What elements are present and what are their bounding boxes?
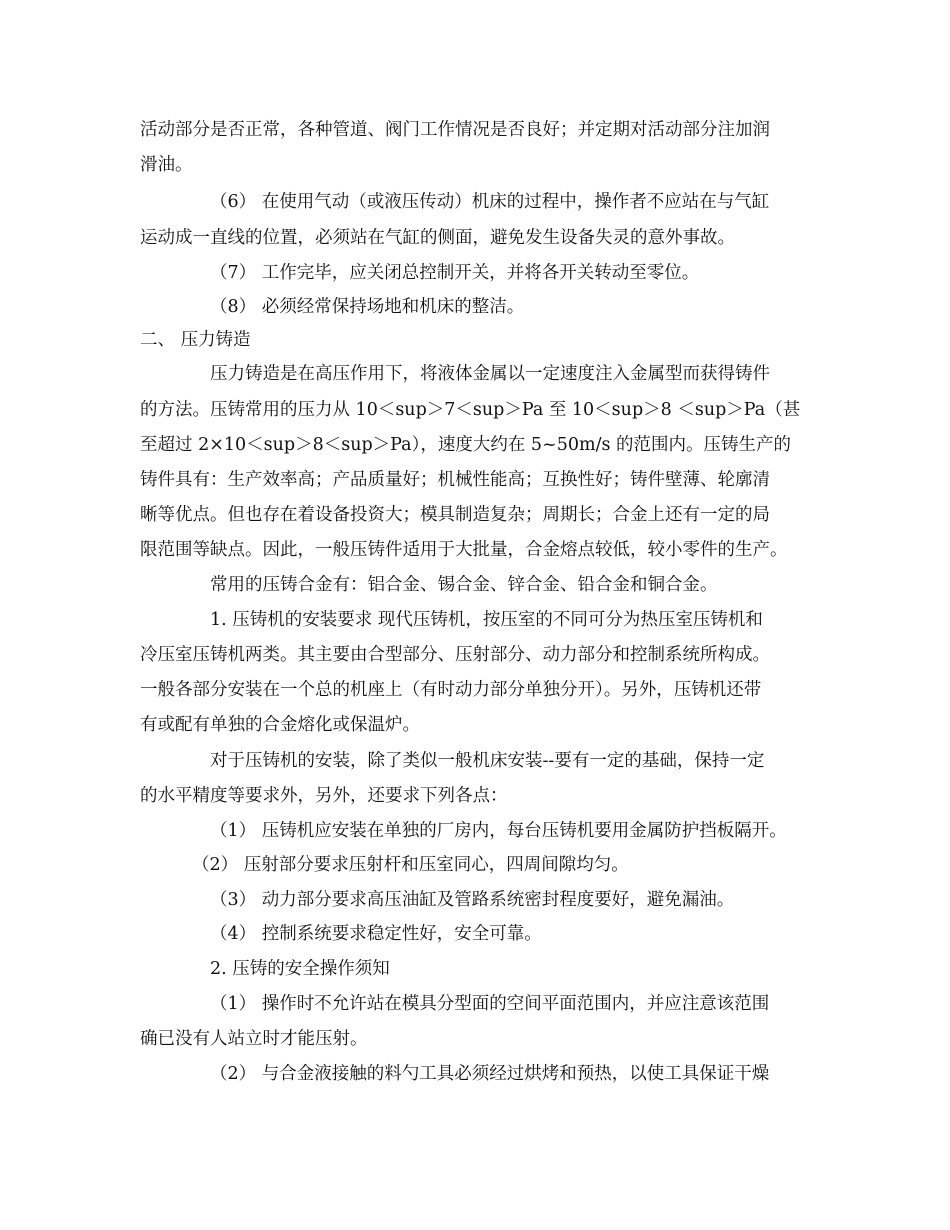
text-line: 对于压铸机的安装，除了类似一般机床安装--要有一定的基础，保持一定: [210, 751, 765, 771]
text-line: （1） 操作时不允许站在模具分型面的空间平面范围内，并应注意该范围: [210, 994, 770, 1014]
text-line: （4） 控制系统要求稳定性好，安全可靠。: [210, 924, 542, 944]
text-line: 有或配有单独的合金熔化或保温炉。: [140, 715, 420, 735]
text-line: （3） 动力部分要求高压油缸及管路系统密封程度要好，避免漏油。: [210, 890, 735, 910]
section-heading: 二、 压力铸造: [140, 330, 251, 350]
text-line: 的方法。压铸常用的压力从 10＜sup＞7＜sup＞Pa 至 10＜sup＞8 ＜sup＞Pa（甚: [140, 400, 801, 420]
text-line: （2） 与合金液接触的料勺工具必须经过烘烤和预热，以使工具保证干燥: [210, 1064, 770, 1084]
subsection-heading: 2. 压铸的安全操作须知: [210, 959, 390, 979]
text-line: 晰等优点。但也存在着设备投资大；模具制造复杂；周期长；合金上还有一定的局: [140, 505, 770, 525]
text-line: 至超过 2×10＜sup＞8＜sup＞Pa），速度大约在 5~50m/s 的范围内。压铸生产的: [140, 435, 792, 455]
text-line: 确已没有人站立时才能压射。: [140, 1029, 368, 1049]
text-line: 1. 压铸机的安装要求 现代压铸机，按压室的不同可分为热压室压铸机和: [210, 610, 763, 630]
text-line: 运动成一直线的位置，必须站在气缸的侧面，避免发生设备失灵的意外事故。: [140, 228, 735, 248]
text-line: 常用的压铸合金有：铝合金、锡合金、锌合金、铅合金和铜合金。: [210, 575, 718, 595]
text-line: （1） 压铸机应安装在单独的厂房内，每台压铸机要用金属防护挡板隔开。: [210, 821, 787, 841]
text-line: 滑油。: [140, 155, 193, 175]
text-line: 的水平精度等要求外，另外，还要求下列各点：: [140, 786, 508, 806]
text-line: 限范围等缺点。因此，一般压铸件适用于大批量，合金熔点较低，较小零件的生产。: [140, 540, 788, 560]
text-line: 冷压室压铸机两类。其主要由合型部分、压射部分、动力部分和控制系统所构成。: [140, 645, 770, 665]
text-line: 活动部分是否正常，各种管道、阀门工作情况是否良好；并定期对活动部分注加润: [140, 120, 770, 140]
text-line: （8） 必须经常保持场地和机床的整洁。: [210, 297, 525, 317]
text-line: 铸件具有：生产效率高；产品质量好；机械性能高；互换性好；铸件壁薄、轮廓清: [140, 470, 770, 490]
text-line: （6） 在使用气动（或液压传动）机床的过程中，操作者不应站在与气缸: [210, 192, 770, 212]
text-line: （2） 压射部分要求压射杆和压室同心，四周间隙均匀。: [192, 855, 629, 875]
text-line: 压力铸造是在高压作用下，将液体金属以一定速度注入金属型而获得铸件: [210, 364, 770, 384]
text-line: 一般各部分安装在一个总的机座上（有时动力部分单独分开）。另外，压铸机还带: [140, 680, 762, 700]
text-line: （7） 工作完毕，应关闭总控制开关，并将各开关转动至零位。: [210, 263, 700, 283]
